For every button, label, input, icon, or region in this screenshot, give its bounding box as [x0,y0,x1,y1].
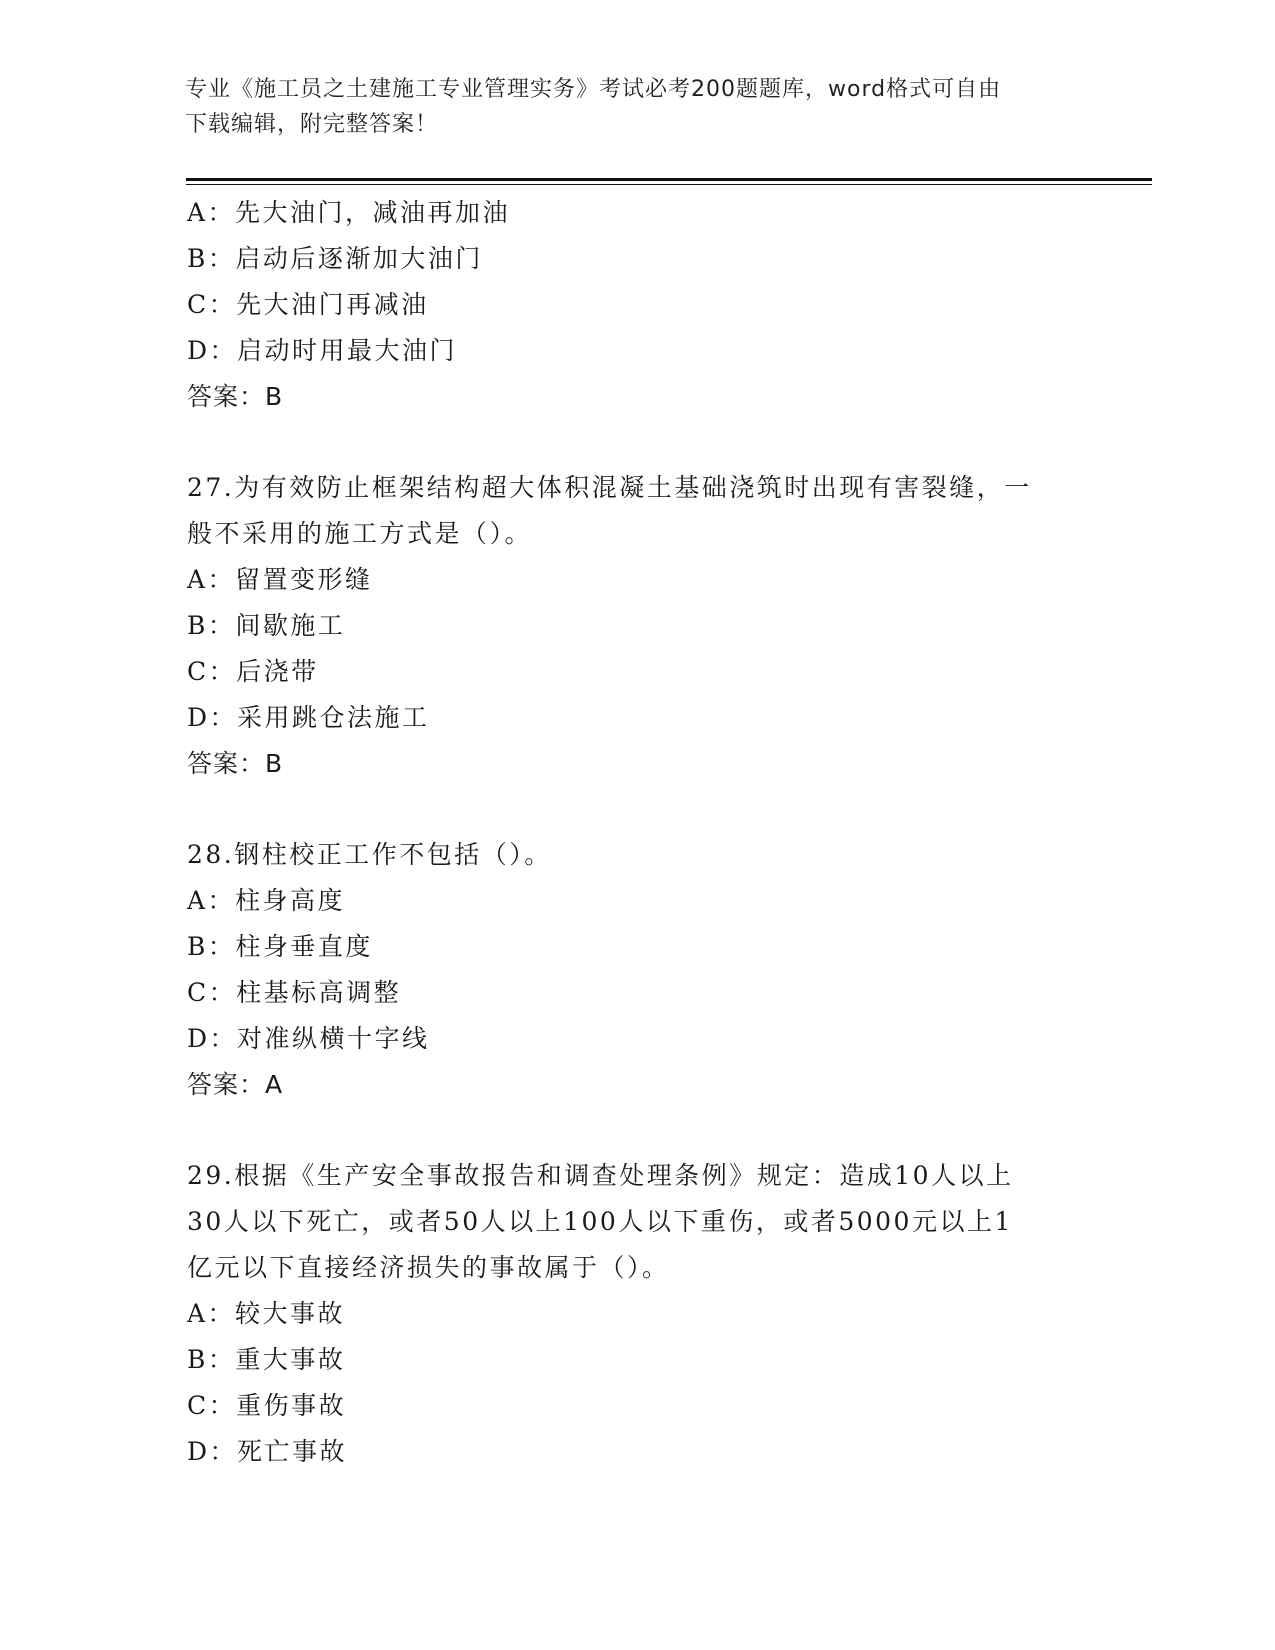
question-stem-line: 30人以下死亡，或者50人以上100人以下重伤，或者5000元以上1 [187,1207,1013,1236]
option-d: D：死亡事故 [187,1437,348,1466]
header-line-1: 专业《施工员之土建施工专业管理实务》考试必考200题题库，word格式可自由 [185,77,1002,102]
answer-text: 答案：B [187,749,284,778]
option-a: A：较大事故 [187,1299,346,1328]
header-rule-thick [186,178,1152,181]
answer-text: 答案：A [187,1070,284,1099]
option-b: B：启动后逐渐加大油门 [187,244,483,273]
option-c: C：重伤事故 [187,1391,347,1420]
question-stem-line: 28.钢柱校正工作不包括（）。 [187,840,552,869]
question-list [187,190,1087,1475]
option-b: B：柱身垂直度 [187,932,373,961]
option-a: A：先大油门，减油再加油 [187,198,511,227]
option-a: A：留置变形缝 [187,565,373,594]
option-c: C：后浇带 [187,657,319,686]
answer-text: 答案：B [187,382,284,411]
question-block-26 [187,190,1087,420]
spacer [187,1108,1087,1153]
question-block-27 [187,465,1087,787]
spacer [187,420,1087,465]
question-block-28 [187,832,1087,1108]
option-b: B：重大事故 [187,1345,346,1374]
option-c: C：先大油门再减油 [187,290,429,319]
option-a: A：柱身高度 [187,886,346,915]
document-header [185,72,1065,142]
header-line-2: 下载编辑，附完整答案！ [185,112,439,137]
question-stem-line: 29.根据《生产安全事故报告和调查处理条例》规定：造成10人以上 [187,1161,1014,1190]
option-d: D：采用跳仓法施工 [187,703,430,732]
question-stem-line: 般不采用的施工方式是（）。 [187,519,533,548]
spacer [187,787,1087,832]
header-rule-thin [186,184,1152,185]
question-block-29 [187,1153,1087,1475]
option-c: C：柱基标高调整 [187,978,402,1007]
question-stem-line: 亿元以下直接经济损失的事故属于（）。 [187,1253,670,1282]
option-d: D：对准纵横十字线 [187,1024,430,1053]
option-b: B：间歇施工 [187,611,346,640]
option-d: D：启动时用最大油门 [187,336,458,365]
question-stem-line: 27.为有效防止框架结构超大体积混凝土基础浇筑时出现有害裂缝，一 [187,473,1032,502]
